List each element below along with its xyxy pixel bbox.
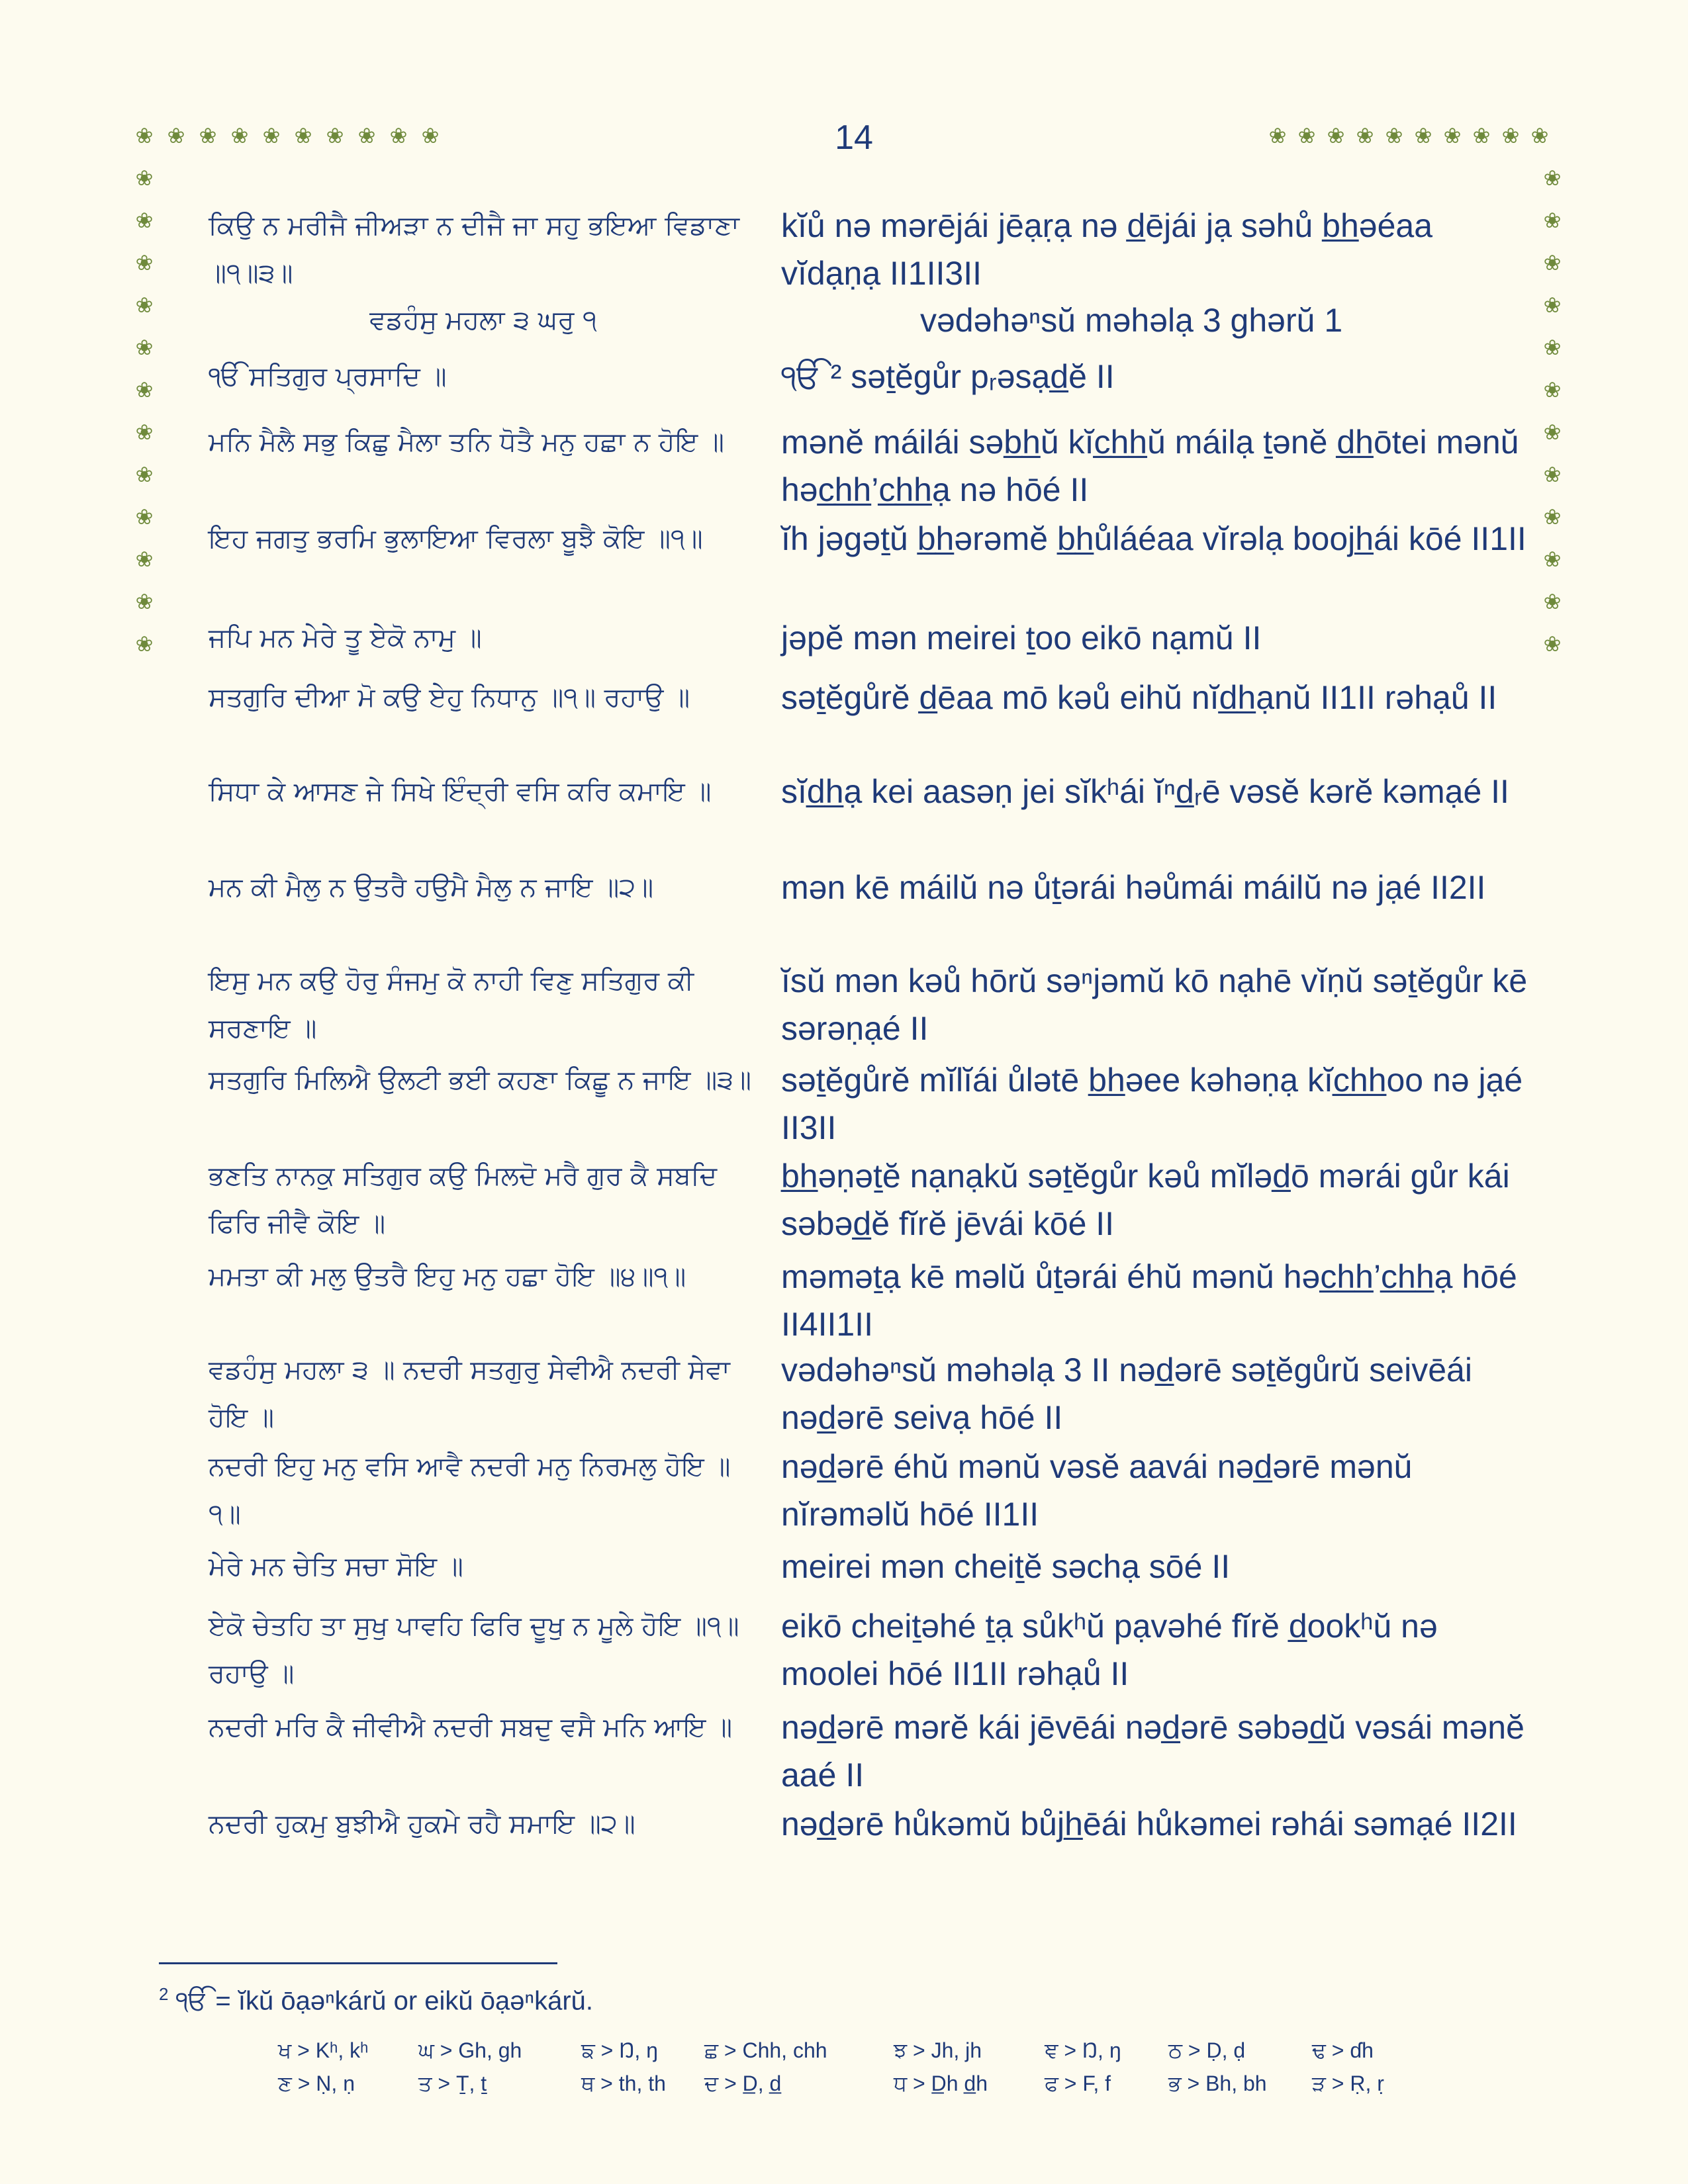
gurmukhi-line: ਇਸੁ ਮਨ ਕਉ ਹੋਰੁ ਸੰਜਮੁ ਕੋ ਨਾਹੀ ਵਿਣੁ ਸਤਿਗੁਰ ਕੀ ਸਰਣਾਇ ॥ [209,966,694,1044]
legend-item: ਣ > Ṇ, ṇ [278,2071,355,2095]
flower-icon: ❀ [199,123,217,148]
legend-item: ਘ > Gh, gh [418,2038,522,2062]
transliteration-line: eikō cheiṯəhé ṯạ sůkʰŭ pạvəhé fĭrĕ d̲ookʰŭ nə moolei hōé II1II rəhạů II [781,1608,1438,1692]
gurmukhi-line: ਕਿਉ ਨ ਮਰੀਜੈ ਜੀਅੜਾ ਨ ਦੀਜੈ ਜਾ ਸਹੁ ਭਇਆ ਵਿਡਾਣਾ ॥੧॥੩॥ [209,210,739,289]
gurmukhi-line: ਇਹ ਜਗਤੁ ਭਰਮਿ ਭੁਲਾਇਆ ਵਿਰਲਾ ਬੂਝੈ ਕੋਇ ॥੧॥ [209,523,703,554]
gurmukhi-line: ਮਨ ਕੀ ਮੈਲੁ ਨ ਉਤਰੈ ਹਉਮੈ ਮੈਲੁ ਨ ਜਾਇ ॥੨॥ [209,872,654,903]
flower-icon: ❀ [1443,123,1462,148]
footnote-rule [159,1962,557,1964]
flower-icon: ❀ [1501,123,1520,148]
transliteration-line: mənĕ máilái səb̲h̲ŭ kĭc̲h̲h̲ŭ máilạ ṯənĕ d̲h̲ōtei mənŭ həc̲h̲h̲’c̲h̲h̲ạ nə hōé II [781,424,1519,508]
transliteration-line: jəpĕ mən meirei ṯoo eikō nạmŭ II [781,619,1262,657]
flower-icon: ❀ [1543,250,1562,275]
legend-item: ਛ > Chh, chh [704,2038,827,2062]
gurmukhi-line: ਵਡਹੰਸੁ ਮਹਲਾ ੩ ॥ ਨਦਰੀ ਸਤਗੁਰੁ ਸੇਵੀਐ ਨਦਰੀ ਸੇਵਾ ਹੋਇ ॥ [209,1355,730,1433]
flower-icon: ❀ [135,547,154,572]
flower-icon: ❀ [135,123,154,148]
gurmukhi-line: ਏਕੋ ਚੇਤਹਿ ਤਾ ਸੁਖੁ ਪਾਵਹਿ ਫਿਰਿ ਦੂਖੁ ਨ ਮੂਲੇ ਹੋਇ ॥੧॥ ਰਹਾਉ ॥ [209,1611,739,1689]
flower-icon: ❀ [421,123,440,148]
flower-icon: ❀ [1543,547,1562,572]
transliteration-line: vədəhəⁿsŭ məhəlạ 3 II nəd̲ərē səṯĕgůrŭ seivēái nəd̲ərē seivạ hōé II [781,1351,1472,1436]
flower-icon: ❀ [135,504,154,529]
flower-icon: ❀ [230,123,249,148]
flower-icon: ❀ [135,631,154,657]
flower-icon: ❀ [135,377,154,402]
flower-icon: ❀ [135,420,154,445]
legend-row [278,2038,1470,2071]
flower-icon: ❀ [1543,335,1562,360]
flower-icon: ❀ [326,123,344,148]
flower-icon: ❀ [135,293,154,318]
flower-icon: ❀ [389,123,408,148]
legend-item: ਥ > th, th [581,2071,666,2095]
legend-item: ੜ > Ṛ, ṛ [1312,2071,1384,2095]
flower-icon: ❀ [135,165,154,191]
transliteration-line: məməṯạ kē məlŭ ůṯərái éhŭ mənŭ həc̲h̲h̲’c̲h̲h̲ạ hōé II4II1II [781,1258,1517,1343]
legend-item: ਭ > Bh, bh [1168,2071,1267,2095]
flower-icon: ❀ [135,250,154,275]
gurmukhi-line: ਮੇਰੇ ਮਨ ਚੇਤਿ ਸਚਾ ਸੋਇ ॥ [209,1551,463,1582]
gurmukhi-line: ਨਦਰੀ ਇਹੁ ਮਨੁ ਵਸਿ ਆਵੈ ਨਦਰੀ ਮਨੁ ਨਿਰਮਲੁ ਹੋਇ ॥੧॥ [209,1451,731,1529]
transliteration-line: meirei mən cheiṯĕ səchạ sōé II [781,1548,1231,1585]
flower-icon: ❀ [262,123,281,148]
flower-icon: ❀ [1472,123,1491,148]
flower-icon: ❀ [1543,293,1562,318]
flower-icon: ❀ [1385,123,1403,148]
legend-item: ਠ > Ḍ, ḍ [1168,2038,1246,2062]
gurmukhi-line: ਭਣਤਿ ਨਾਨਕੁ ਸਤਿਗੁਰ ਕਉ ਮਿਲਦੋ ਮਰੈ ਗੁਰ ਕੈ ਸਬਦਿ ਫਿਰਿ ਜੀਵੈ ਕੋਇ ॥ [209,1161,718,1239]
transliteration-heading: vədəhəⁿsŭ məhəlạ 3 ghərŭ 1 [920,302,1343,339]
legend-item: ਦ > D̲, d̲ [704,2071,782,2095]
flower-icon: ❀ [294,123,312,148]
flower-icon: ❀ [135,208,154,233]
transliteration-line: ੴ ² səṯĕgůr pᵣəsạd̲ĕ II [781,358,1115,395]
gurmukhi-line: ਸਿਧਾ ਕੇ ਆਸਣ ਜੇ ਸਿਖੇ ਇੰਦ੍ਰੀ ਵਸਿ ਕਰਿ ਕਮਾਇ ॥ [209,776,712,807]
gurmukhi-line: ੴ ਸਤਿਗੁਰ ਪ੍ਰਸਾਦਿ ॥ [209,361,447,392]
transliteration-line: səṯĕgůrĕ d̲ēaa mō kəů eihŭ nĭd̲h̲ạnŭ II1II rəhạů II [781,679,1497,716]
gurmukhi-line: ਸਤਗੁਰਿ ਦੀਆ ਮੋ ਕਉ ਏਹੁ ਨਿਧਾਨੁ ॥੧॥ ਰਹਾਉ ॥ [209,682,690,713]
transliteration-line: nəd̲ərē éhŭ mənŭ vəsĕ aavái nəd̲ərē mənŭ nĭrəməlŭ hōé II1II [781,1448,1413,1533]
gurmukhi-line: ਸਤਗੁਰਿ ਮਿਲਿਐ ਉਲਟੀ ਭਈ ਕਹਣਾ ਕਿਛੂ ਨ ਜਾਇ ॥੩॥ [209,1065,751,1095]
flower-icon: ❀ [1297,123,1316,148]
transliteration-line: nəd̲ərē mərĕ kái jēvēái nəd̲ərē səbəd̲ŭ vəsái mənĕ aaé II [781,1709,1524,1794]
transliteration-line: kĭů nə mərējái jēạṛạ nə d̲ējái jạ səhů b̲h̲əéaa vĭdạṇạ II1II3II [781,207,1433,292]
transliteration-line: ĭh jəgəṯŭ b̲h̲ərəmĕ b̲h̲ůláéaa vĭrəlạ boojh̲ái kōé II1II [781,520,1526,557]
flower-icon: ❀ [135,335,154,360]
flower-icon: ❀ [135,462,154,487]
transliteration-line: mən kē máilŭ nə ůṯərái həůmái máilŭ nə jạé II2II [781,869,1486,906]
flower-icon: ❀ [135,589,154,614]
transliteration-line: nəd̲ərē hůkəmŭ bůjh̲ēái hůkəmei rəhái səmạé II2II [781,1805,1517,1843]
transliteration-line: b̲h̲əṇəṯĕ nạnạkŭ səṯĕgůr kəů mĭləd̲ō mərái gůr kái səbəd̲ĕ fĭrĕ jēvái kōé II [781,1158,1510,1242]
flower-icon: ❀ [1543,377,1562,402]
transliteration-line: sĭd̲h̲ạ kei aasəṇ jei sĭkʰái ĭⁿd̲ᵣē vəsĕ kərĕ kəmạé II [781,773,1509,810]
legend-row [278,2071,1470,2105]
footnote [159,1976,1284,2019]
gurmukhi-heading: ਵਡਹੰਸੁ ਮਹਲਾ ੩ ਘਰੁ ੧ [369,305,597,336]
legend-item: ਢ > ɗh [1312,2038,1374,2062]
legend-item: ਙ > Ŋ, ŋ [581,2038,658,2062]
flower-icon: ❀ [1543,208,1562,233]
legend-item: ਝ > Jh, jh [894,2038,982,2062]
gurmukhi-line: ਨਦਰੀ ਹੁਕਮੁ ਬੁਝੀਐ ਹੁਕਮੇ ਰਹੈ ਸਮਾਇ ॥੨॥ [209,1809,635,1839]
gurmukhi-line: ਨਦਰੀ ਮਰਿ ਕੈ ਜੀਵੀਐ ਨਦਰੀ ਸਬਦੁ ਵਸੈ ਮਨਿ ਆਇ ॥ [209,1712,733,1743]
legend-item: ਤ > Ṯ, ṯ [418,2071,487,2095]
flower-icon: ❀ [167,123,185,148]
page-number: 14 [835,118,873,157]
legend-item: ਞ > Ŋ, ŋ [1045,2038,1121,2062]
flower-icon: ❀ [1543,504,1562,529]
flower-icon: ❀ [1543,462,1562,487]
gurmukhi-line: ਮਮਤਾ ਕੀ ਮਲੁ ਉਤਰੈ ਇਹੁ ਮਨੁ ਹਛਾ ਹੋਇ ॥੪॥੧॥ [209,1261,686,1292]
gurmukhi-line: ਮਨਿ ਮੈਲੈ ਸਭੁ ਕਿਛੁ ਮੈਲਾ ਤਨਿ ਧੋਤੈ ਮਨੁ ਹਛਾ ਨ ਹੋਇ ॥ [209,427,724,457]
flower-icon: ❀ [1327,123,1345,148]
flower-icon: ❀ [1543,589,1562,614]
transliteration-line: səṯĕgůrĕ mĭlĭái ůlətē b̲h̲əee kəhəṇạ kĭc̲h̲h̲oo nə jạé II3II [781,1062,1523,1146]
gurmukhi-line: ਜਪਿ ਮਨ ਮੇਰੇ ਤੂ ਏਕੋ ਨਾਮੁ ॥ [209,623,482,653]
legend-item: ਖ > Kʰ, kʰ [278,2038,369,2062]
footnote-marker: 2 [159,1984,169,2004]
flower-icon: ❀ [1543,165,1562,191]
flower-icon: ❀ [357,123,376,148]
flower-icon: ❀ [1543,631,1562,657]
flower-icon: ❀ [1268,123,1287,148]
flower-icon: ❀ [1543,420,1562,445]
flower-icon: ❀ [1414,123,1432,148]
flower-icon: ❀ [1530,123,1549,148]
legend-item: ਧ > D̲h d̲h [894,2071,988,2095]
transliteration-line: ĭsŭ mən kəů hōrŭ səⁿjəmŭ kō nạhē vĭṇŭ səṯĕgůr kē sərəṇạé II [781,962,1528,1047]
flower-icon: ❀ [1356,123,1374,148]
footnote-text: ੴ = ĭkŭ ōạəⁿkárŭ or eikŭ ōạəⁿkárŭ. [175,1986,594,2016]
legend-item: ਫ > F, f [1045,2071,1111,2095]
